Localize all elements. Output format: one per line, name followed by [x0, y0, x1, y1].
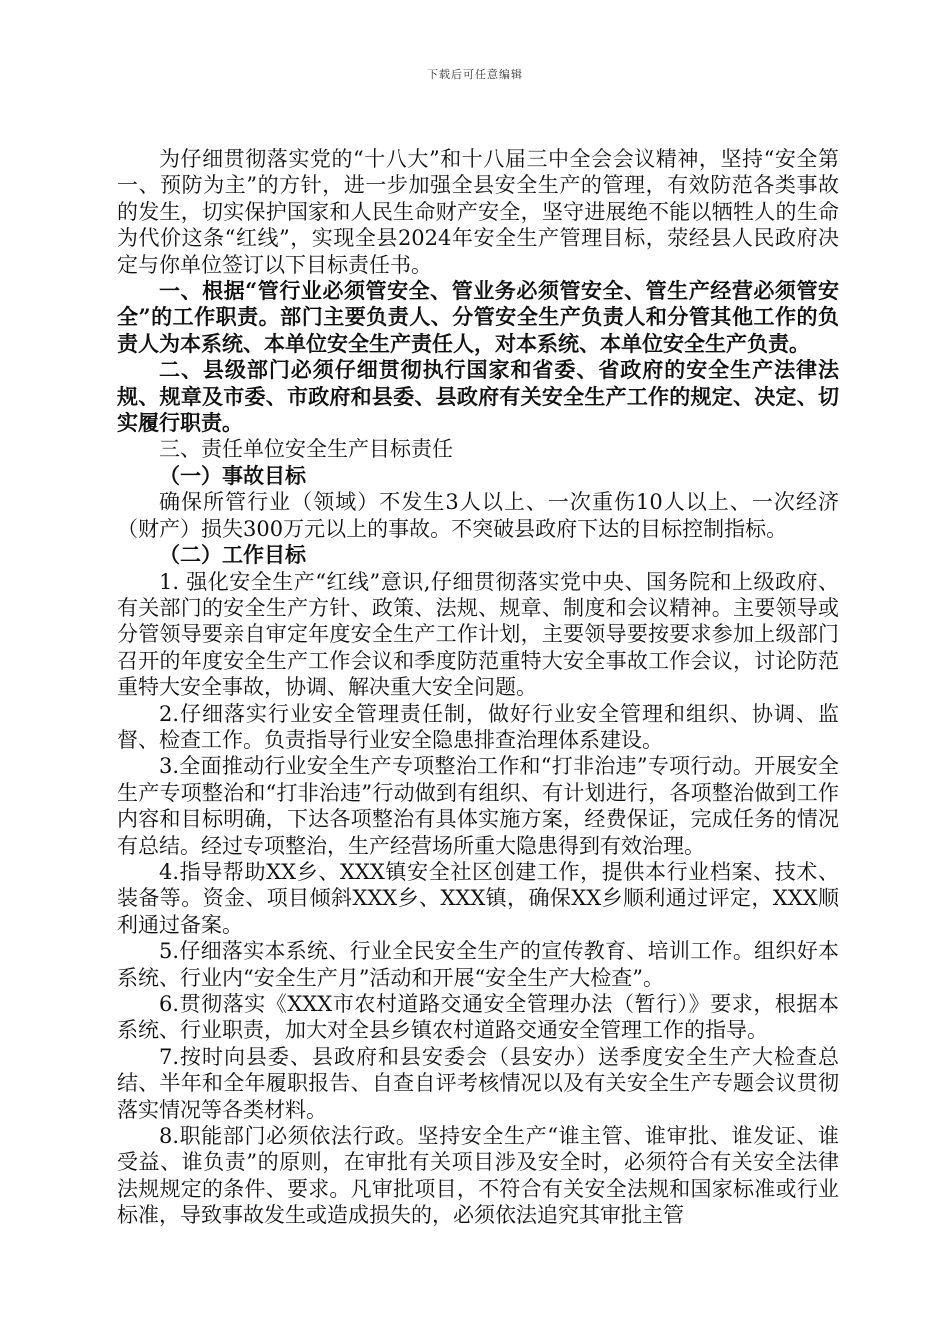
accident-target-heading: （一）事故目标: [159, 462, 306, 488]
work-item-8: 8.职能部门必须依法行政。坚持安全生产“谁主管、谁审批、谁发证、谁受益、谁负责”的原则，在审批有关项目涉及安全时，必须符合有关安全法律法规规定的条件、要求。凡审批项目，不符合有关安全法规和国家标准或行业标准，导致事故发生或造成损失的，必须依法追究其审批主管: [117, 1124, 839, 1228]
work-target-heading: （二）工作目标: [159, 542, 306, 568]
section-1-paragraph: 一、根据“管行业必须管安全、管业务必须管安全、管生产经营必须管安全”的工作职责。部门主要负责人、分管安全生产负责人和分管其他工作的负责人为本系统、本单位安全生产责任人，对本系统、本单位安全生产负责。: [117, 278, 839, 356]
section-2-paragraph: 二、县级部门必须仔细贯彻执行国家和省委、省政府的安全生产法律法规、规章及市委、市政府和县委、县政府有关安全生产工作的规定、决定、切实履行职责。: [117, 357, 839, 436]
work-item-6: 6.贯彻落实《XXX市农村道路交通安全管理办法（暂行）》要求，根据本系统、行业职责，加大对全县乡镇农村道路交通安全管理工作的指导。: [117, 992, 839, 1043]
work-item-1: 1. 强化安全生产“红线”意识,仔细贯彻落实党中央、国务院和上级政府、有关部门的安全生产方针、政策、法规、规章、制度和会议精神。主要领导或分管领导要亲自审定年度安全生产工作计划，主要领导要按要求参加上级部门召开的年度安全生产工作会议和季度防范重特大安全事故工作会议，讨论防范重特大安全事故，协调、解决重大安全问题。: [117, 569, 839, 700]
work-item-7: 7.按时向县委、县政府和县安委会（县安办）送季度安全生产大检查总结、半年和全年履职报告、自查自评考核情况以及有关安全生产专题会议贯彻落实情况等各类材料。: [117, 1044, 839, 1122]
download-note: 下载后可任意编辑: [427, 68, 523, 81]
document-body: [117, 146, 839, 1229]
work-item-5: 5.仔细落实本系统、行业全民安全生产的宣传教育、培训工作。组织好本系统、行业内“安全生产月”活动和开展“安全生产大检查”。: [117, 939, 839, 990]
work-item-3: 3.全面推动行业安全生产专项整治工作和“打非治违”专项行动。开展安全生产专项整治和“打非治违”行动做到有组织、有计划进行，各项整治做到工作内容和目标明确，下达各项整治有具体实施方案，经费保证，完成任务的情况有总结。经过专项整治，生产经营场所重大隐患得到有效治理。: [117, 754, 839, 858]
work-item-2: 2.仔细落实行业安全管理责任制，做好行业安全管理和组织、协调、监督、检查工作。负责指导行业安全隐患排查治理体系建设。: [117, 701, 839, 752]
work-item-4: 4.指导帮助XX乡、XXX镇安全社区创建工作，提供本行业档案、技术、装备等。资金、项目倾斜XXX乡、XXX镇，确保XX乡顺利通过评定，XXX顺利通过备案。: [117, 859, 839, 937]
section-3-heading: 三、责任单位安全生产目标责任: [159, 437, 453, 462]
intro-paragraph: 为仔细贯彻落实党的“十八大”和十八届三中全会会议精神，坚持“安全第一、预防为主”的方针，进一步加强全县安全生产的管理，有效防范各类事故的发生，切实保护国家和人民生命财产安全，坚守进展绝不能以牺牲人的生命为代价这条“红线”，实现全县2024年安全生产管理目标，荥经县人民政府决定与你单位签订以下目标责任书。: [117, 147, 839, 277]
accident-target-paragraph: 确保所管行业（领域）不发生3人以上、一次重伤10人以上、一次经济（财产）损失300万元以上的事故。不突破县政府下达的目标控制指标。: [117, 490, 839, 541]
